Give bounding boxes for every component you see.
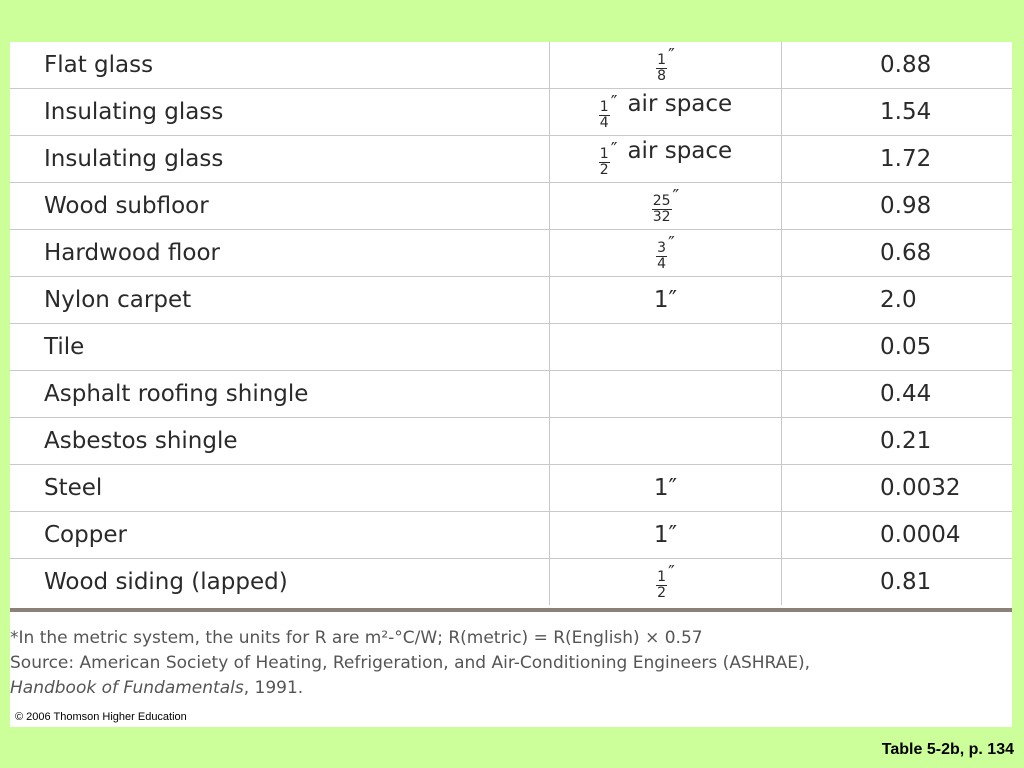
table-row [10,277,1012,324]
fraction-numerator: 1 [657,569,667,586]
table-row [10,418,1012,465]
thickness-text: 1″ [653,286,678,313]
material-cell: Wood subfloor [10,183,550,230]
inch-mark: ″ [668,45,675,67]
inch-mark: ″ [668,562,675,584]
table-row [10,559,1012,606]
fraction-denominator: 2 [657,585,667,601]
fraction-denominator: 2 [599,162,609,178]
material-cell: Asphalt roofing shingle [10,371,550,418]
r-value-cell: 2.0 [782,277,1013,324]
fraction-denominator: 4 [657,256,667,272]
handbook-title: Handbook of Fundamentals [10,678,244,698]
r-value-cell: 1.54 [782,89,1013,136]
material-cell: Insulating glass [10,89,550,136]
thickness-text: 1″ [653,521,678,548]
table-row [10,324,1012,371]
inch-mark: ″ [668,233,675,255]
fraction-denominator: 32 [652,209,671,225]
material-cell: Nylon carpet [10,277,550,324]
fraction [656,53,667,83]
table-panel [10,42,1012,727]
source-note: Source: American Society of Heating, Refrigeration, and Air-Conditioning Engineers (ASHRAE), [10,653,811,673]
handbook-year: , 1991. [243,678,304,698]
table-row [10,136,1012,183]
thickness-fraction [652,186,680,225]
table-row [10,42,1012,89]
fraction-numerator: 1 [599,99,609,116]
r-value-cell: 0.05 [782,324,1013,371]
table-notes [10,626,1012,701]
table-row [10,512,1012,559]
thickness-cell [550,230,782,277]
fraction-denominator: 4 [599,115,609,131]
table-row [10,89,1012,136]
fraction [656,241,667,271]
r-value-cell: 0.98 [782,183,1013,230]
thickness-cell [550,277,782,324]
thickness-cell [550,371,782,418]
thickness-cell [550,559,782,606]
table-row [10,371,1012,418]
thickness-note: air space [627,91,733,118]
thickness-cell [550,183,782,230]
table-row [10,230,1012,277]
thickness-cell [550,324,782,371]
material-cell: Steel [10,465,550,512]
copyright-notice: © 2006 Thomson Higher Education [15,711,187,723]
thickness-cell [550,89,782,136]
fraction-numerator: 3 [657,240,667,257]
r-value-cell: 0.44 [782,371,1013,418]
material-cell: Insulating glass [10,136,550,183]
r-value-cell: 0.88 [782,42,1013,89]
thickness-cell [550,465,782,512]
thickness-fraction [656,233,675,272]
r-value-cell: 0.68 [782,230,1013,277]
material-cell: Copper [10,512,550,559]
inch-mark: ″ [610,139,618,161]
slide-caption: Table 5-2b, p. 134 [881,741,1014,758]
r-value-cell: 0.21 [782,418,1013,465]
thickness-fraction [656,562,675,601]
thickness-cell [550,42,782,89]
fraction-numerator: 1 [657,52,667,69]
material-cell: Flat glass [10,42,550,89]
thickness-text: 1″ [653,474,678,501]
material-cell: Wood siding (lapped) [44,568,288,595]
footnote: *In the metric system, the units for R are m²-°C/W; R(metric) = R(English) × 0.57 [10,628,703,648]
material-cell: Asbestos shingle [10,418,550,465]
fraction [656,570,667,600]
material-cell: Hardwood floor [10,230,550,277]
thickness-cell [550,512,782,559]
thickness-note: air space [627,138,733,165]
fraction [599,147,610,177]
table-row [10,465,1012,512]
r-value-cell: 0.0004 [782,512,1013,559]
material-cell: Tile [10,324,550,371]
inch-mark: ″ [672,186,680,208]
inch-mark: ″ [610,92,618,114]
thickness-fraction [656,45,675,84]
fraction-numerator: 25 [652,193,671,210]
fraction-denominator: 8 [657,68,667,84]
thickness-cell [550,418,782,465]
thickness-cell [550,136,782,183]
r-value-cell: 1.72 [782,136,1013,183]
table-row [10,183,1012,230]
r-value-cell: 0.0032 [782,465,1013,512]
r-value-cell: 0.81 [782,559,1013,606]
table-divider [10,608,1012,612]
fraction-numerator: 1 [599,146,609,163]
r-value-table [10,42,1012,605]
thickness-fraction [599,92,618,131]
thickness-fraction [599,139,618,178]
fraction [652,194,672,224]
fraction [599,100,610,130]
source-reference [10,676,1012,701]
